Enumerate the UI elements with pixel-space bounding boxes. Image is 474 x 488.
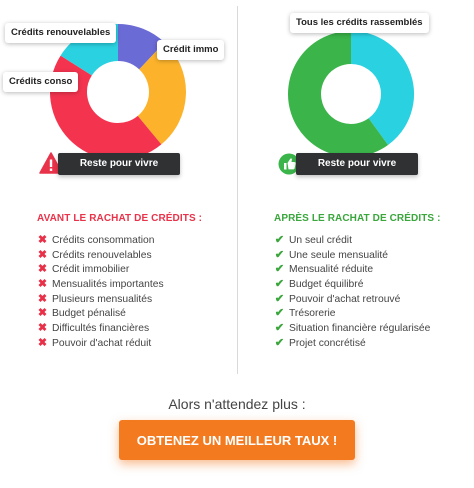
list-item-label: Situation financière régularisée [289, 323, 431, 335]
list-item [37, 248, 164, 263]
list-item-label: Crédit immobilier [52, 264, 130, 276]
list-item [37, 336, 164, 351]
cross-icon: ✖ [37, 234, 48, 246]
get-better-rate-button[interactable]: OBTENEZ UN MEILLEUR TAUX ! [119, 420, 355, 460]
before-list [37, 233, 164, 351]
list-item [37, 292, 164, 307]
donut-slice-0-2 [69, 65, 150, 141]
list-item [274, 292, 430, 307]
chart-label-tous-les-credits: Tous les crédits rassemblés [290, 13, 429, 33]
list-item [37, 233, 164, 248]
donut-slice-1-0 [351, 48, 398, 132]
check-icon: ✔ [274, 234, 285, 246]
chart-label-credits-conso: Crédits conso [3, 72, 78, 92]
cross-icon: ✖ [37, 292, 48, 305]
before-heading: AVANT LE RACHAT DE CRÉDITS : [37, 213, 203, 224]
list-item [274, 306, 430, 321]
list-item [274, 321, 430, 336]
list-item-label: Budget pénalisé [52, 308, 126, 320]
check-icon: ✔ [274, 322, 285, 335]
cross-icon: ✖ [37, 322, 48, 335]
list-item [274, 233, 430, 248]
list-item-label: Crédits consommation [52, 235, 155, 246]
list-item [274, 248, 430, 263]
list-item-label: Pouvoir d'achat retrouvé [289, 293, 401, 305]
list-item-label: Un seul crédit [289, 235, 352, 246]
donut-slice-0-3 [76, 43, 118, 66]
check-icon: ✔ [274, 248, 285, 261]
reste-pour-vivre-bar-before: Reste pour vivre [58, 153, 180, 175]
list-item-label: Mensualités importantes [52, 279, 164, 291]
list-item [37, 277, 164, 292]
chart-label-credits-renouvelables: Crédits renouvelables [5, 23, 116, 43]
cross-icon: ✖ [37, 336, 48, 349]
chart-label-credit-immo: Crédit immo [157, 40, 224, 60]
reste-pour-vivre-bar-after: Reste pour vivre [296, 153, 418, 175]
list-item-label: Une seule mensualité [289, 249, 389, 261]
cross-icon: ✖ [37, 248, 48, 261]
list-item-label: Difficultés financières [52, 323, 150, 335]
after-list [274, 233, 430, 351]
list-item-label: Mensualité réduite [289, 264, 374, 276]
donut-slice-0-1 [150, 56, 168, 130]
list-item [274, 336, 430, 351]
donut-slice-0-0 [118, 43, 152, 56]
check-icon: ✔ [274, 278, 285, 291]
check-icon: ✔ [274, 292, 285, 305]
donut-chart-after [287, 30, 415, 158]
cta-text: Alors n'attendez plus : [168, 396, 306, 412]
column-divider [237, 6, 238, 374]
list-item [274, 277, 430, 292]
check-icon: ✔ [274, 307, 285, 320]
list-item-label: Crédits renouvelables [52, 249, 152, 261]
list-item-label: Projet concrétisé [289, 337, 366, 349]
list-item [37, 321, 164, 336]
list-item-label: Trésorerie [289, 308, 336, 320]
list-item [37, 262, 164, 277]
after-heading: APRÈS LE RACHAT DE CRÉDITS : [274, 213, 441, 224]
check-icon: ✔ [274, 263, 285, 276]
cross-icon: ✖ [37, 263, 48, 276]
cross-icon: ✖ [37, 307, 48, 320]
list-item-label: Pouvoir d'achat réduit [52, 337, 152, 349]
list-item-label: Plusieurs mensualités [52, 293, 153, 305]
list-item [37, 306, 164, 321]
list-item [274, 262, 430, 277]
check-icon: ✔ [274, 336, 285, 349]
cross-icon: ✖ [37, 278, 48, 291]
list-item-label: Budget équilibré [289, 279, 364, 291]
